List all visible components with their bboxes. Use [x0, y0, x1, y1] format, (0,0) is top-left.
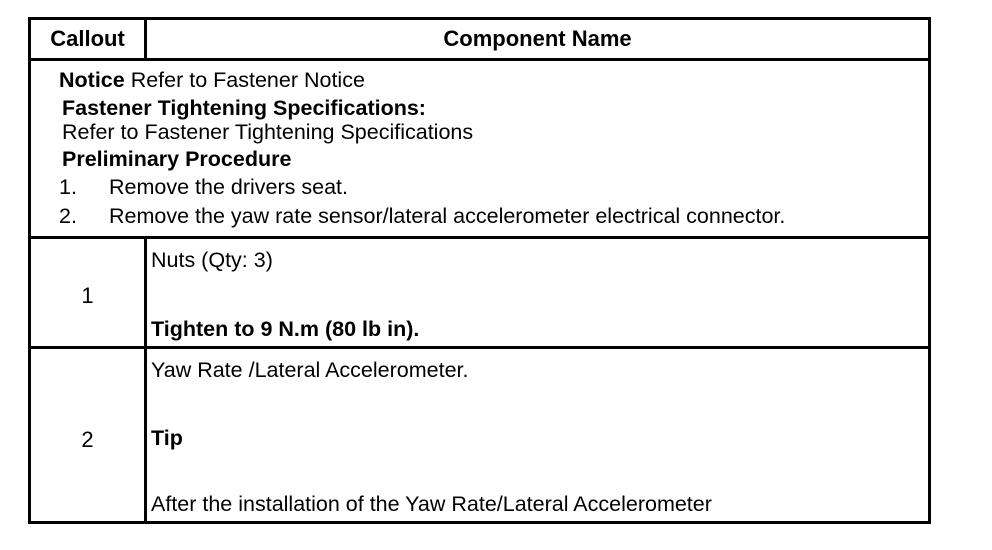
notice-line — [59, 68, 365, 93]
notice-label: Notice — [59, 68, 125, 92]
component-name: Nuts (Qty: 3) — [151, 248, 273, 272]
step-text: Remove the yaw rate sensor/lateral accelerometer electrical connector. — [109, 204, 786, 228]
fastener-spec-text: Refer to Fastener Tightening Specifications — [62, 120, 474, 144]
column-divider — [144, 239, 147, 346]
component-name: Yaw Rate /Lateral Accelerometer. — [151, 358, 469, 382]
tip-text: After the installation of the Yaw Rate/Lateral Accelerometer — [151, 492, 712, 516]
tightening-spec: Tighten to 9 N.m (80 lb in). — [151, 317, 420, 341]
callout-number: 2 — [81, 427, 94, 452]
table-header-row — [31, 20, 928, 61]
step-number: 2. — [59, 204, 77, 228]
callout-number: 1 — [81, 283, 94, 308]
notice-procedure-section — [31, 61, 928, 239]
step-text: Remove the drivers seat. — [109, 175, 348, 199]
preliminary-procedure-heading: Preliminary Procedure — [62, 147, 292, 171]
procedure-step — [59, 204, 785, 229]
component-table — [28, 17, 931, 524]
step-number: 1. — [59, 175, 77, 199]
table-row — [31, 239, 928, 349]
tip-label: Tip — [151, 426, 183, 450]
notice-text: Refer to Fastener Notice — [130, 68, 365, 92]
column-divider — [144, 349, 147, 521]
fastener-spec-heading: Fastener Tightening Specifications: — [62, 96, 426, 120]
procedure-step — [59, 175, 348, 200]
callout-column-header: Callout — [50, 26, 125, 51]
table-row — [31, 349, 928, 521]
component-name-column-header: Component Name — [443, 26, 632, 51]
